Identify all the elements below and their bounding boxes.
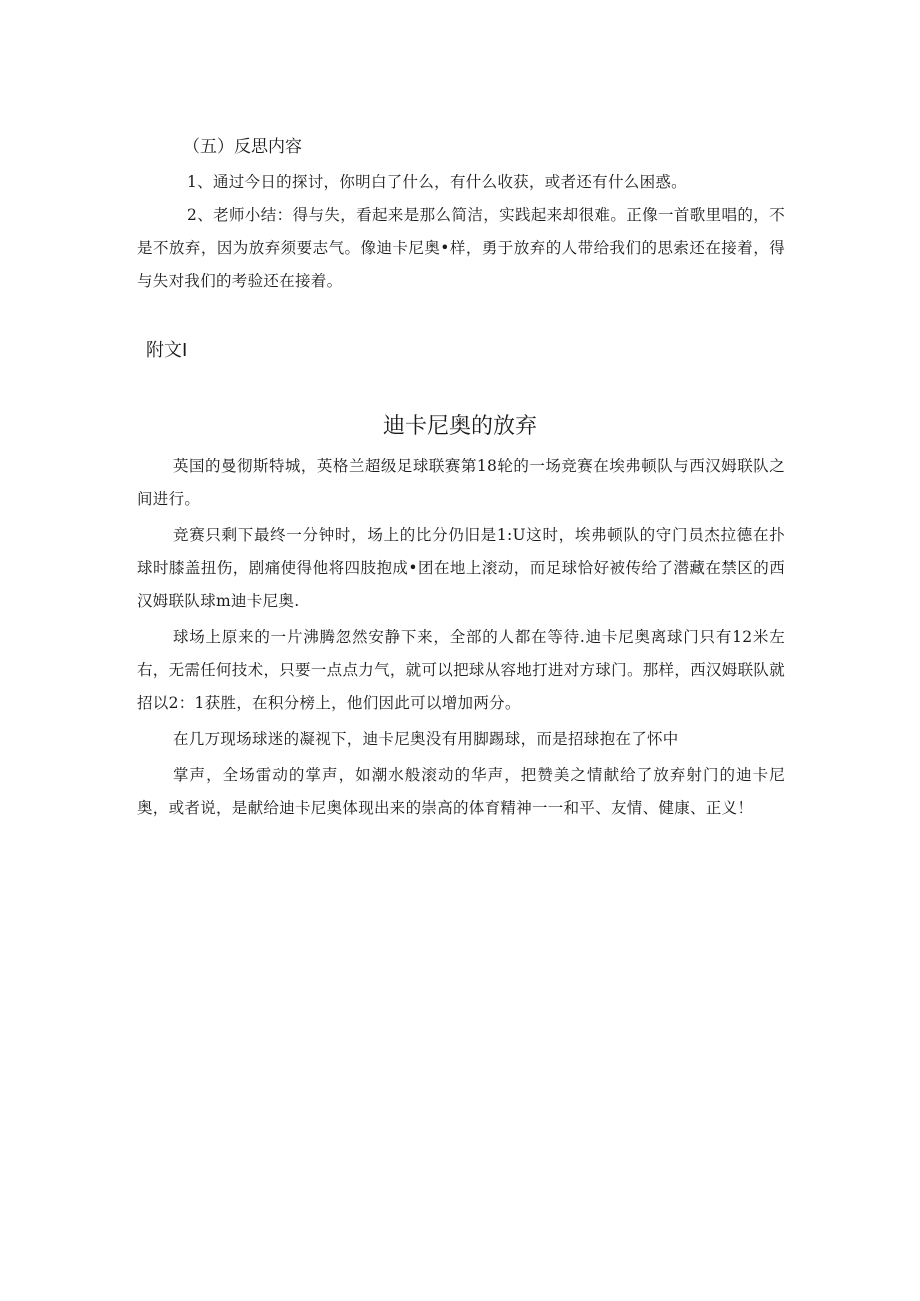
article-body [137, 450, 785, 825]
article-paragraph-3: 球场上原来的一片沸腾忽然安静下来，全部的人都在等待.迪卡尼奥离球门只有12米左右，无需任何技术，只要一点点力气，就可以把球从容地打进对方球门。那样，西汉姆联队就招以2：1获胜，在积分榜上，他们因此可以增加两分。 [137, 628, 785, 712]
article-paragraph-5: 掌声，全场雷动的掌声，如潮水般滚动的华声，把赞美之情献给了放弃射门的迪卡尼奥，或者说，是献给迪卡尼奥体现出来的崇高的体育精神一一和平、友情、健康、正义！ [137, 766, 785, 817]
reflection-list [137, 166, 785, 298]
appendix-label: 附文I [146, 340, 188, 361]
reflection-item-1: 1、通过今日的探讨，你明白了什么，有什么收获，或者还有什么困惑。 [187, 173, 687, 191]
article-paragraph-4: 在几万现场球迷的凝视下，迪卡尼奥没有用脚踢球，而是招球抱在了怀中 [173, 730, 679, 748]
section-heading-reflection: （五）反思内容 [183, 137, 302, 157]
article-paragraph-2: 竞赛只剩下最终一分钟时，场上的比分仍旧是1:U这时，埃弗顿队的守门员杰拉德在扑球时膝盖扭伤，剧痛使得他将四肢抱成•团在地上滚动，而足球恰好被传给了潜藏在禁区的西汉姆联队球m迪卡尼奥. [137, 526, 785, 610]
reflection-item-2: 2、老师小结：得与失，看起来是那么简洁，实践起来却很难。正像一首歌里唱的，不是不放弃，因为放弃须要志气。像迪卡尼奥•样，勇于放弃的人带给我们的思索还在接着，得与失对我们的考验还在接着。 [137, 206, 785, 290]
article-title: 迪卡尼奥的放弃 [382, 414, 537, 439]
article-paragraph-1: 英国的曼彻斯特城，英格兰超级足球联赛第18轮的一场竞赛在埃弗顿队与西汉姆联队之间进行。 [137, 457, 785, 508]
